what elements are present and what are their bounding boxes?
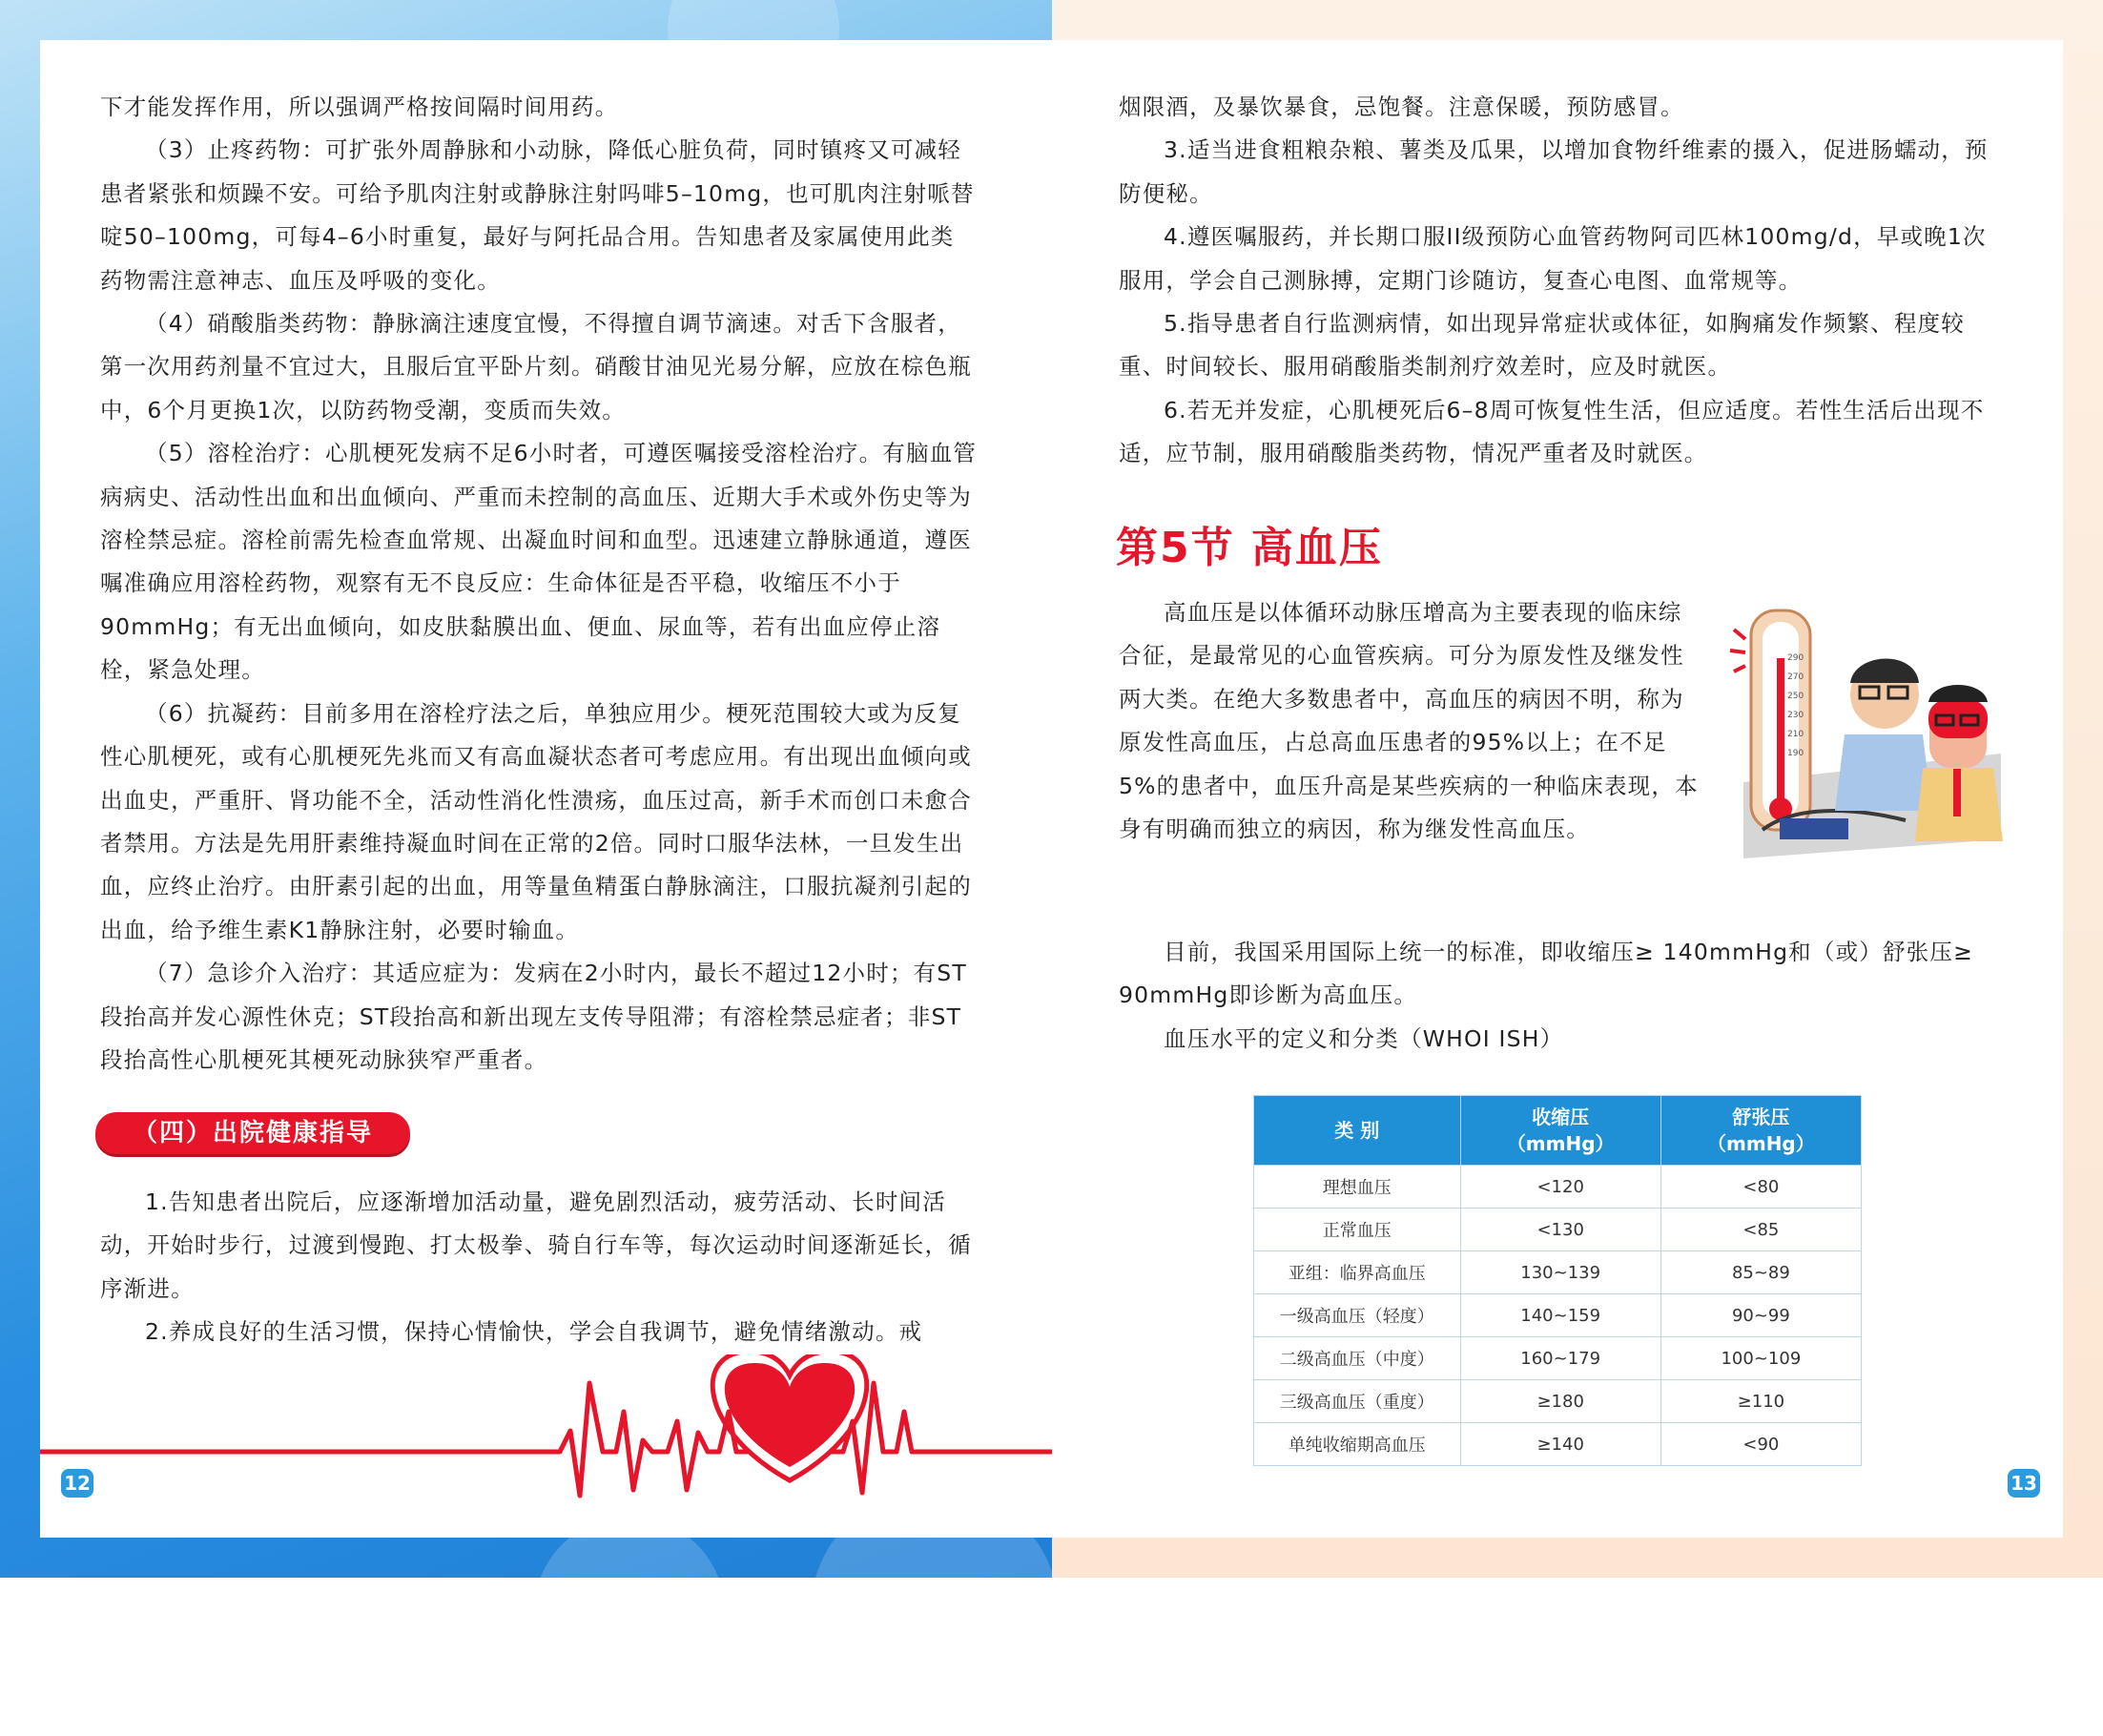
- table-cell: 三级高血压（重度）: [1254, 1380, 1461, 1423]
- table-cell: 亚组：临界高血压: [1254, 1251, 1461, 1294]
- table-row: [1254, 1209, 1862, 1251]
- section-title-discharge: （四）出院健康指导: [95, 1112, 410, 1154]
- table-row: [1254, 1380, 1862, 1423]
- table-cell: ≥110: [1660, 1380, 1861, 1423]
- table-header: 舒张压 （mmHg）: [1660, 1096, 1861, 1166]
- left-page-body: [100, 86, 978, 1082]
- heartbeat-heart-icon: [40, 1354, 1052, 1507]
- table-cell: 单纯收缩期高血压: [1254, 1423, 1461, 1466]
- paragraph: 2.养成良好的生活习惯，保持心情愉快，学会自我调节，避免情绪激动。戒: [145, 1318, 923, 1346]
- table-caption: 血压水平的定义和分类（WHOI ISH）: [1164, 1024, 1564, 1052]
- scale-label: 250: [1787, 692, 1804, 701]
- scale-label: 190: [1787, 749, 1804, 758]
- table-cell: <80: [1660, 1166, 1861, 1209]
- table-cell: 140~159: [1460, 1294, 1660, 1337]
- table-cell: <120: [1460, 1166, 1660, 1209]
- blood-pressure-illustration-icon: [1724, 591, 2010, 858]
- hypertension-standard: [1119, 931, 1998, 1061]
- page-number-left: 12: [61, 1469, 93, 1498]
- table-header-row: [1254, 1096, 1862, 1166]
- right-page-body: [1119, 86, 1998, 476]
- table-cell: 二级高血压（中度）: [1254, 1337, 1461, 1380]
- table-row: [1254, 1294, 1862, 1337]
- paragraph: （5）溶栓治疗：心肌梗死发病不足6小时者，可遵医嘱接受溶栓治疗。有脑血管病病史、活动性出血和出血倾向、严重而未控制的高血压、近期大手术或外伤史等为溶栓禁忌症。溶栓前需先检查血常规、出凝血时间和血型。迅速建立静脉通道，遵医嘱准确应用溶栓药物，观察有无不良反应：生命体征是否平稳，收缩压不小于90mmHg；有无出血倾向，如皮肤黏膜出血、便血、尿血等，若有出血应停止溶栓，紧急处理。: [100, 440, 978, 684]
- table-cell: 130~139: [1460, 1251, 1660, 1294]
- table-cell: <130: [1460, 1209, 1660, 1251]
- table-cell: 100~109: [1660, 1337, 1861, 1380]
- section-heading-hypertension: 第5节 高血压: [1116, 524, 1383, 572]
- paragraph: 4.遵医嘱服药，并长期口服II级预防心血管药物阿司匹林100mg/d，早或晚1次服用，学会自己测脉搏，定期门诊随访，复查心电图、血常规等。: [1119, 223, 1987, 294]
- paragraph: （6）抗凝药：目前多用在溶栓疗法之后，单独应用少。梗死范围较大或为反复性心肌梗死，或有心肌梗死先兆而又有高血凝状态者可考虑应用。有出现出血倾向或出血史，严重肝、肾功能不全，活动性消化性溃疡，血压过高，新手术而创口未愈合者禁用。方法是先用肝素维持凝血时间在正常的2倍。同时口服华法林，一旦发生出血，应终止治疗。由肝素引起的出血，用等量鱼精蛋白静脉滴注，口服抗凝剂引起的出血，给予维生素K1静脉注射，必要时输血。: [100, 699, 972, 943]
- paragraph: 3.适当进食粗粮杂粮、薯类及瓜果，以增加食物纤维素的摄入，促进肠蠕动，预防便秘。: [1119, 136, 1989, 207]
- paragraph: （4）硝酸脂类药物：静脉滴注速度宜慢，不得擅自调节滴速。对舌下含服者，第一次用药剂量不宜过大，且服后宜平卧片刻。硝酸甘油见光易分解，应放在棕色瓶中，6个月更换1次，以防药物受潮，变质而失效。: [100, 310, 972, 424]
- scale-label: 230: [1787, 711, 1804, 720]
- paragraph: 高血压是以体循环动脉压增高为主要表现的临床综合征，是最常见的心血管疾病。可分为原发性及继发性两大类。在绝大多数患者中，高血压的病因不明，称为原发性高血压，占总高血压患者的95%以上；在不足5%的患者中，血压升高是某些疾病的一种临床表现，本身有明确而独立的病因，称为继发性高血压。: [1119, 599, 1699, 843]
- table-cell: 理想血压: [1254, 1166, 1461, 1209]
- table-row: [1254, 1423, 1862, 1466]
- hypertension-intro: [1119, 591, 1701, 851]
- paragraph: 6.若无并发症，心肌梗死后6–8周可恢复性生活，但应适度。若性生活后出现不适，应节制，服用硝酸脂类药物，情况严重者及时就医。: [1119, 396, 1985, 467]
- table-cell: 85~89: [1660, 1251, 1861, 1294]
- paragraph: （7）急诊介入治疗：其适应症为：发病在2小时内，最长不超过12小时；有ST段抬高并发心源性休克；ST段抬高和新出现左支传导阻滞；有溶栓禁忌症者；非ST段抬高性心肌梗死其梗死动脉狭窄严重者。: [100, 960, 967, 1073]
- table-header: 收缩压 （mmHg）: [1460, 1096, 1660, 1166]
- table-row: [1254, 1166, 1862, 1209]
- table-header: 类 别: [1254, 1096, 1461, 1166]
- discharge-guidance: [100, 1181, 978, 1354]
- table-row: [1254, 1337, 1862, 1380]
- decor-bubble: [534, 1517, 725, 1707]
- table-cell: 一级高血压（轻度）: [1254, 1294, 1461, 1337]
- table-cell: ≥140: [1460, 1423, 1660, 1466]
- paragraph: 下才能发挥作用，所以强调严格按间隔时间用药。: [100, 93, 619, 120]
- bp-classification-table: [1253, 1095, 1862, 1466]
- paragraph: 目前，我国采用国际上统一的标准，即收缩压≥ 140mmHg和（或）舒张压≥ 90mmHg即诊断为高血压。: [1119, 939, 1973, 1009]
- paragraph: 1.告知患者出院后，应逐渐增加活动量，避免剧烈活动，疲劳活动、长时间活动，开始时步行，过渡到慢跑、打太极拳、骑自行车等，每次运动时间逐渐延长，循序渐进。: [100, 1188, 972, 1302]
- table-cell: 90~99: [1660, 1294, 1861, 1337]
- paragraph: （3）止疼药物：可扩张外周静脉和小动脉，降低心脏负荷，同时镇疼又可减轻患者紧张和烦躁不安。可给予肌肉注射或静脉注射吗啡5–10mg，也可肌肉注射哌替啶50–100mg，可每4–6小时重复，最好与阿托品合用。告知患者及家属使用此类药物需注意神志、血压及呼吸的变化。: [100, 136, 975, 294]
- table-cell: <85: [1660, 1209, 1861, 1251]
- table-row: [1254, 1251, 1862, 1294]
- page-number-right: 13: [2008, 1469, 2040, 1498]
- table-cell: ≥180: [1460, 1380, 1660, 1423]
- table-cell: 正常血压: [1254, 1209, 1461, 1251]
- scale-label: 290: [1787, 653, 1804, 663]
- table-cell: <90: [1660, 1423, 1861, 1466]
- table-cell: 160~179: [1460, 1337, 1660, 1380]
- paragraph: 烟限酒，及暴饮暴食，忌饱餐。注意保暖，预防感冒。: [1119, 93, 1684, 120]
- paragraph: 5.指导患者自行监测病情，如出现异常症状或体征，如胸痛发作频繁、程度较重、时间较长、服用硝酸脂类制剂疗效差时，应及时就医。: [1119, 310, 1965, 381]
- scale-label: 270: [1787, 672, 1804, 682]
- scale-label: 210: [1787, 730, 1804, 739]
